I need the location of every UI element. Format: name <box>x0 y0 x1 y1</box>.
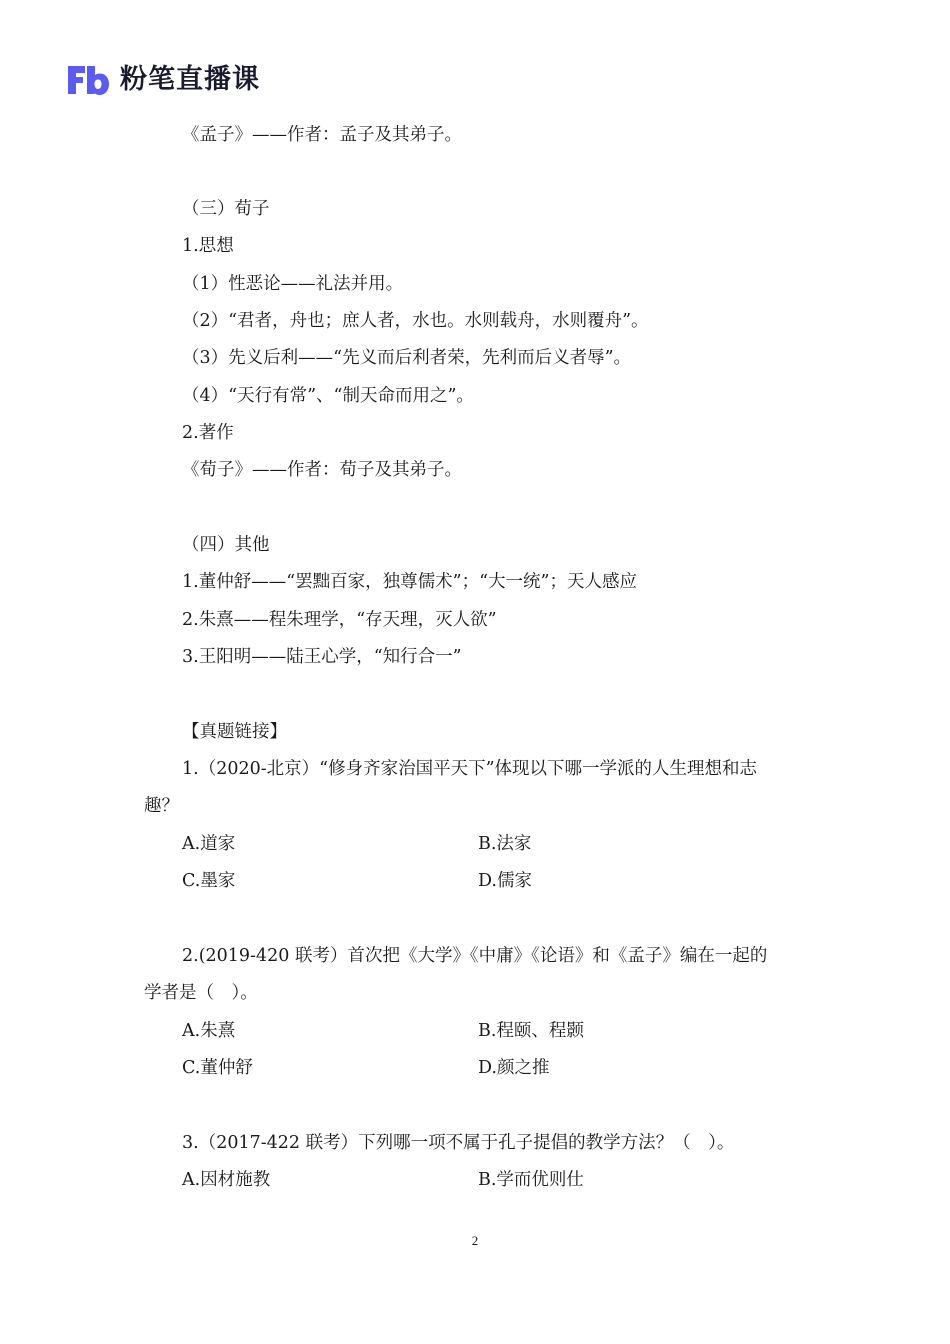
brand-name: 粉笔直播课 <box>120 64 260 95</box>
text-line: 3.王阳明——陆王心学，“知行合一” <box>182 647 462 667</box>
section-heading: （四）其他 <box>182 535 270 555</box>
text-line: 2.朱熹——程朱理学，“存天理，灭人欲” <box>182 610 497 630</box>
question-option: A.朱熹 <box>182 1021 236 1041</box>
question-option: C.墨家 <box>182 871 236 891</box>
question-option: C.董仲舒 <box>182 1058 253 1078</box>
question-option: B.学而优则仕 <box>478 1170 584 1190</box>
text-line: 1.董仲舒——“罢黜百家，独尊儒术”；“大一统”；天人感应 <box>182 572 637 592</box>
text-line: （4）“天行有常”、“制天命而用之”。 <box>182 386 474 406</box>
question-option: B.程颐、程颢 <box>478 1021 584 1041</box>
question-stem: 3.（2017-422 联考）下列哪一项不属于孔子提倡的教学方法？（ ）。 <box>182 1133 735 1153</box>
subsection-heading: 1.思想 <box>182 236 234 256</box>
subsection-heading: 2.著作 <box>182 423 234 443</box>
text-line: 《荀子》——作者：荀子及其弟子。 <box>182 460 462 480</box>
text-line: 《孟子》——作者：孟子及其弟子。 <box>182 125 462 145</box>
question-option: A.道家 <box>182 834 236 854</box>
question-stem: 学者是（ ）。 <box>144 983 258 1003</box>
question-option: D.颜之推 <box>478 1058 550 1078</box>
fb-logo-icon <box>66 64 110 96</box>
question-option: D.儒家 <box>478 871 532 891</box>
question-option: B.法家 <box>478 834 532 854</box>
question-stem: 2.(2019-420 联考）首次把《大学》《中庸》《论语》和《孟子》编在一起的 <box>182 946 768 966</box>
text-line: （3）先义后利——“先义而后利者荣，先利而后义者辱”。 <box>182 348 632 368</box>
text-line: （1）性恶论——礼法并用。 <box>182 274 404 294</box>
text-line: （2）“君者，舟也；庶人者，水也。水则载舟，水则覆舟”。 <box>182 311 649 331</box>
question-option: A.因材施教 <box>182 1170 271 1190</box>
question-stem: 1.（2020-北京）“修身齐家治国平天下”体现以下哪一学派的人生理想和志 <box>182 759 758 779</box>
section-heading: 【真题链接】 <box>182 722 287 742</box>
page-number: 2 <box>471 1233 479 1248</box>
section-heading: （三）荀子 <box>182 199 270 219</box>
question-stem: 趣？ <box>144 796 179 816</box>
brand-header <box>66 62 260 98</box>
